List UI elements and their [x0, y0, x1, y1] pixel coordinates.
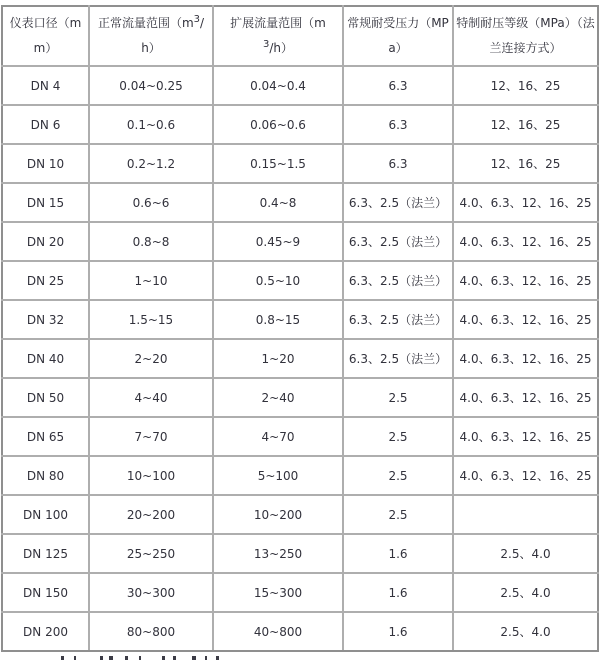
- table-row: [2, 105, 598, 144]
- cell-pressure: 1.6: [343, 573, 453, 612]
- cell-special-pressure: 4.0、6.3、12、16、25: [453, 417, 598, 456]
- superscript-3: 3: [193, 14, 201, 25]
- cell-extended-flow: 4~70: [213, 417, 343, 456]
- header-row: [2, 6, 598, 66]
- cell-extended-flow: 13~250: [213, 534, 343, 573]
- cell-pressure: 2.5: [343, 495, 453, 534]
- header-text-suffix: /h）: [141, 16, 205, 55]
- cell-diameter: DN 80: [2, 456, 89, 495]
- cell-pressure: 1.6: [343, 534, 453, 573]
- clipped-text-fragment: [0, 654, 600, 660]
- cell-pressure: 6.3、2.5（法兰）: [343, 261, 453, 300]
- cell-normal-flow: 0.8~8: [89, 222, 213, 261]
- cell-diameter: DN 50: [2, 378, 89, 417]
- table-row: [2, 66, 598, 105]
- cell-normal-flow: 25~250: [89, 534, 213, 573]
- header-text-suffix: /h）: [269, 41, 294, 55]
- cell-extended-flow: 0.5~10: [213, 261, 343, 300]
- table-row: [2, 573, 598, 612]
- cell-diameter: DN 200: [2, 612, 89, 651]
- cell-diameter: DN 6: [2, 105, 89, 144]
- cell-pressure: 6.3、2.5（法兰）: [343, 300, 453, 339]
- cell-normal-flow: 0.6~6: [89, 183, 213, 222]
- header-text-prefix: 正常流量范围（m: [97, 16, 194, 30]
- cell-special-pressure: 12、16、25: [453, 144, 598, 183]
- cell-pressure: 6.3: [343, 66, 453, 105]
- cell-normal-flow: 0.04~0.25: [89, 66, 213, 105]
- cell-normal-flow: 30~300: [89, 573, 213, 612]
- col-header-normal-pressure: 常规耐受压力（MPa）: [343, 6, 453, 66]
- cell-extended-flow: 0.8~15: [213, 300, 343, 339]
- cell-normal-flow: 20~200: [89, 495, 213, 534]
- cell-special-pressure: 2.5、4.0: [453, 534, 598, 573]
- table-row: [2, 417, 598, 456]
- cell-special-pressure: 12、16、25: [453, 105, 598, 144]
- table-row: [2, 612, 598, 651]
- cell-pressure: 6.3: [343, 144, 453, 183]
- cell-diameter: DN 125: [2, 534, 89, 573]
- cell-special-pressure: 4.0、6.3、12、16、25: [453, 300, 598, 339]
- cell-pressure: 6.3: [343, 105, 453, 144]
- cell-special-pressure: 4.0、6.3、12、16、25: [453, 183, 598, 222]
- cell-diameter: DN 32: [2, 300, 89, 339]
- cell-pressure: 2.5: [343, 456, 453, 495]
- cell-diameter: DN 100: [2, 495, 89, 534]
- cell-special-pressure: [453, 495, 598, 534]
- table-row: [2, 300, 598, 339]
- cell-extended-flow: 15~300: [213, 573, 343, 612]
- cell-diameter: DN 20: [2, 222, 89, 261]
- col-header-diameter: 仪表口径（mm）: [2, 6, 89, 66]
- cell-pressure: 6.3、2.5（法兰）: [343, 339, 453, 378]
- cell-normal-flow: 10~100: [89, 456, 213, 495]
- cell-special-pressure: 12、16、25: [453, 66, 598, 105]
- cell-extended-flow: 40~800: [213, 612, 343, 651]
- cell-extended-flow: 0.04~0.4: [213, 66, 343, 105]
- cell-normal-flow: 0.1~0.6: [89, 105, 213, 144]
- cell-normal-flow: 80~800: [89, 612, 213, 651]
- col-header-special-pressure: 特制耐压等级（MPa）（法兰连接方式）: [453, 6, 598, 66]
- cell-normal-flow: 0.2~1.2: [89, 144, 213, 183]
- cell-extended-flow: 2~40: [213, 378, 343, 417]
- cell-special-pressure: 2.5、4.0: [453, 573, 598, 612]
- cell-extended-flow: 5~100: [213, 456, 343, 495]
- cell-pressure: 6.3、2.5（法兰）: [343, 222, 453, 261]
- cell-extended-flow: 10~200: [213, 495, 343, 534]
- table-row: [2, 339, 598, 378]
- table-row: [2, 183, 598, 222]
- cell-diameter: DN 10: [2, 144, 89, 183]
- table-row: [2, 144, 598, 183]
- cell-extended-flow: 0.06~0.6: [213, 105, 343, 144]
- table-row: [2, 222, 598, 261]
- cell-pressure: 2.5: [343, 417, 453, 456]
- header-text-prefix: 扩展流量范围（m: [230, 16, 326, 30]
- cell-diameter: DN 25: [2, 261, 89, 300]
- superscript-3: 3: [262, 39, 270, 50]
- table-row: [2, 534, 598, 573]
- table-row: [2, 261, 598, 300]
- cell-diameter: DN 40: [2, 339, 89, 378]
- cell-normal-flow: 1~10: [89, 261, 213, 300]
- table-row: [2, 495, 598, 534]
- cell-normal-flow: 1.5~15: [89, 300, 213, 339]
- cell-pressure: 6.3、2.5（法兰）: [343, 183, 453, 222]
- cell-extended-flow: 0.4~8: [213, 183, 343, 222]
- table-row: [2, 378, 598, 417]
- cell-special-pressure: 4.0、6.3、12、16、25: [453, 456, 598, 495]
- cell-pressure: 2.5: [343, 378, 453, 417]
- flowmeter-spec-table: [1, 5, 599, 652]
- cell-diameter: DN 15: [2, 183, 89, 222]
- cell-diameter: DN 65: [2, 417, 89, 456]
- cell-extended-flow: 1~20: [213, 339, 343, 378]
- cell-extended-flow: 0.15~1.5: [213, 144, 343, 183]
- cell-normal-flow: 2~20: [89, 339, 213, 378]
- col-header-normal-flow-range: [89, 6, 213, 66]
- cell-special-pressure: 4.0、6.3、12、16、25: [453, 378, 598, 417]
- cell-special-pressure: 4.0、6.3、12、16、25: [453, 339, 598, 378]
- cell-normal-flow: 7~70: [89, 417, 213, 456]
- cell-special-pressure: 4.0、6.3、12、16、25: [453, 261, 598, 300]
- cell-special-pressure: 2.5、4.0: [453, 612, 598, 651]
- col-header-extended-flow-range: [213, 6, 343, 66]
- table-row: [2, 456, 598, 495]
- cell-pressure: 1.6: [343, 612, 453, 651]
- cell-extended-flow: 0.45~9: [213, 222, 343, 261]
- cell-special-pressure: 4.0、6.3、12、16、25: [453, 222, 598, 261]
- cell-diameter: DN 150: [2, 573, 89, 612]
- cell-normal-flow: 4~40: [89, 378, 213, 417]
- cell-diameter: DN 4: [2, 66, 89, 105]
